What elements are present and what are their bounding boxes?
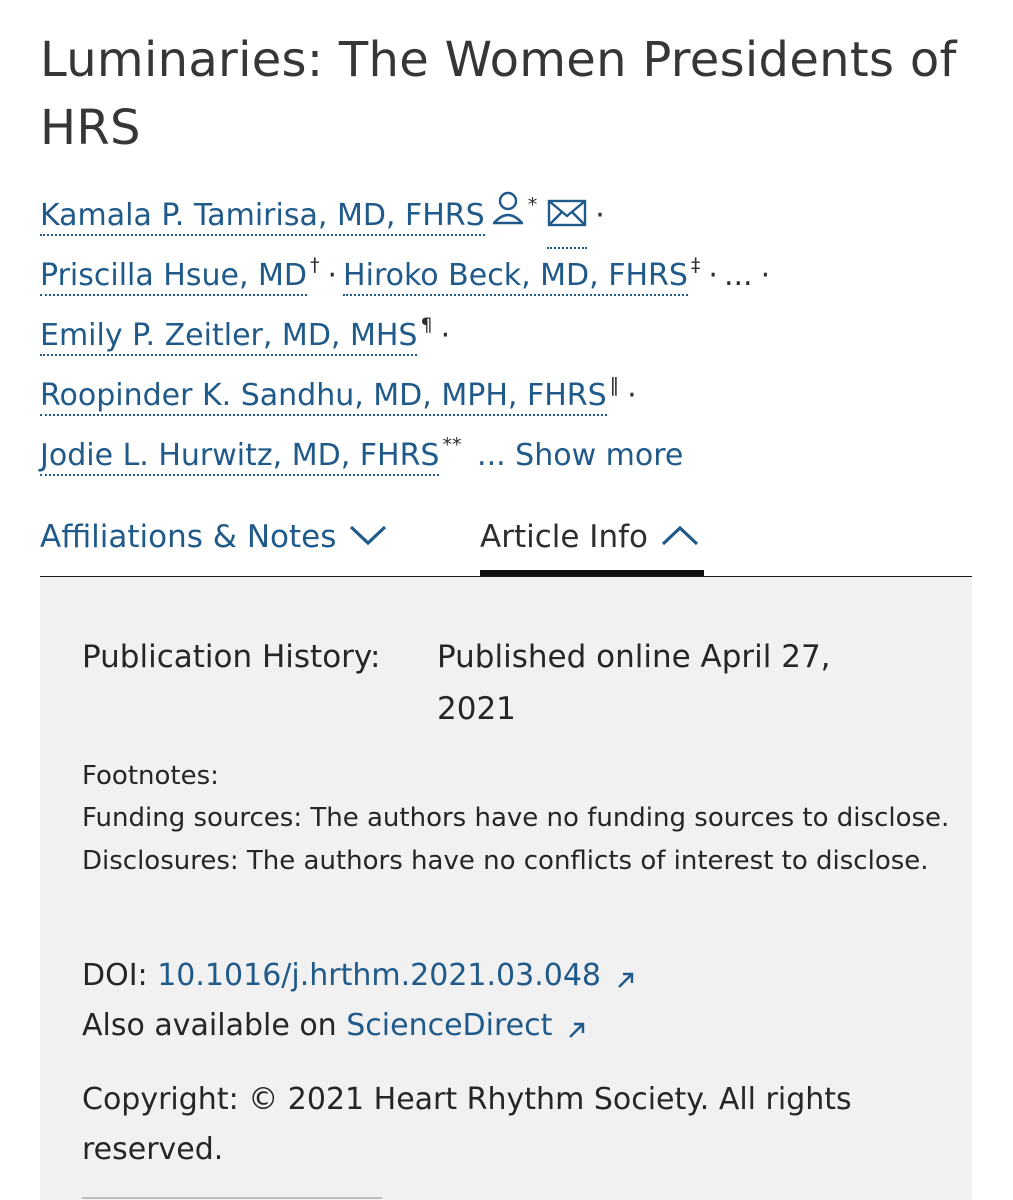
- author-link-tamirisa[interactable]: Kamala P. Tamirisa, MD, FHRS: [40, 198, 485, 236]
- author-line: [40, 366, 980, 426]
- article-tabs: [40, 510, 972, 578]
- separator-dot: ·: [327, 258, 338, 293]
- separator-dot: ·: [708, 258, 718, 293]
- publication-history-label: Publication History:: [82, 639, 381, 675]
- author-ellipsis: ...: [723, 258, 753, 293]
- publication-history-value: Published online April 27, 2021: [437, 639, 831, 727]
- person-icon[interactable]: [491, 190, 525, 228]
- email-author-button[interactable]: [547, 186, 587, 249]
- article-title: Luminaries: The Women Presidents of HRS: [40, 32, 957, 156]
- separator-dot: ·: [595, 198, 605, 233]
- chevron-down-icon: [348, 523, 388, 547]
- also-available-label: Also available on: [82, 1008, 337, 1043]
- chevron-up-icon: [660, 523, 700, 547]
- author-link-hurwitz[interactable]: Jodie L. Hurwitz, MD, FHRS: [40, 438, 439, 476]
- divider: [82, 1197, 382, 1199]
- doi-link[interactable]: 10.1016/j.hrthm.2021.03.048: [157, 958, 601, 993]
- author-link-sandhu[interactable]: Roopinder K. Sandhu, MD, MPH, FHRS: [40, 378, 607, 416]
- author-line: [40, 306, 980, 366]
- copyright-text: Copyright: © 2021 Heart Rhythm Society. All rights reserved.: [82, 1082, 852, 1167]
- author-line: [40, 426, 980, 486]
- tab-affiliations-notes[interactable]: [40, 510, 388, 570]
- external-link-icon[interactable]: [615, 969, 637, 991]
- tab-article-info[interactable]: [480, 510, 704, 576]
- mail-icon[interactable]: [547, 198, 587, 228]
- doi-label: DOI:: [82, 958, 148, 993]
- author-link-hsue[interactable]: Priscilla Hsue, MD: [40, 258, 307, 296]
- author-link-zeitler[interactable]: Emily P. Zeitler, MD, MHS: [40, 318, 417, 356]
- external-link-icon[interactable]: [566, 1019, 588, 1041]
- tab-label: Article Info: [480, 519, 648, 555]
- author-mark: ‖: [609, 374, 620, 396]
- also-available-row: [82, 1001, 588, 1051]
- author-line: [40, 246, 980, 306]
- author-list: [40, 186, 980, 486]
- author-link-beck[interactable]: Hiroko Beck, MD, FHRS: [343, 258, 688, 296]
- article-info-panel: [40, 577, 972, 1200]
- author-mark: †: [310, 254, 320, 276]
- tab-label: Affiliations & Notes: [40, 519, 337, 555]
- author-mark: **: [442, 434, 462, 456]
- show-more-authors-link[interactable]: ... Show more: [477, 438, 684, 473]
- separator-dot: ·: [760, 258, 771, 293]
- separator-dot: ·: [440, 318, 451, 353]
- footnotes-label: Footnotes:: [82, 761, 219, 791]
- author-mark: ‡: [690, 254, 701, 276]
- author-mark: ¶: [420, 314, 433, 336]
- author-mark: *: [527, 194, 538, 216]
- footnotes-text: Funding sources: The authors have no funding sources to disclose. Disclosures: The authors have no conflicts of interest to disclose.: [82, 803, 950, 876]
- sciencedirect-link[interactable]: ScienceDirect: [346, 1008, 553, 1043]
- doi-row: [82, 951, 637, 1001]
- author-line: [40, 186, 980, 246]
- separator-dot: ·: [627, 378, 637, 413]
